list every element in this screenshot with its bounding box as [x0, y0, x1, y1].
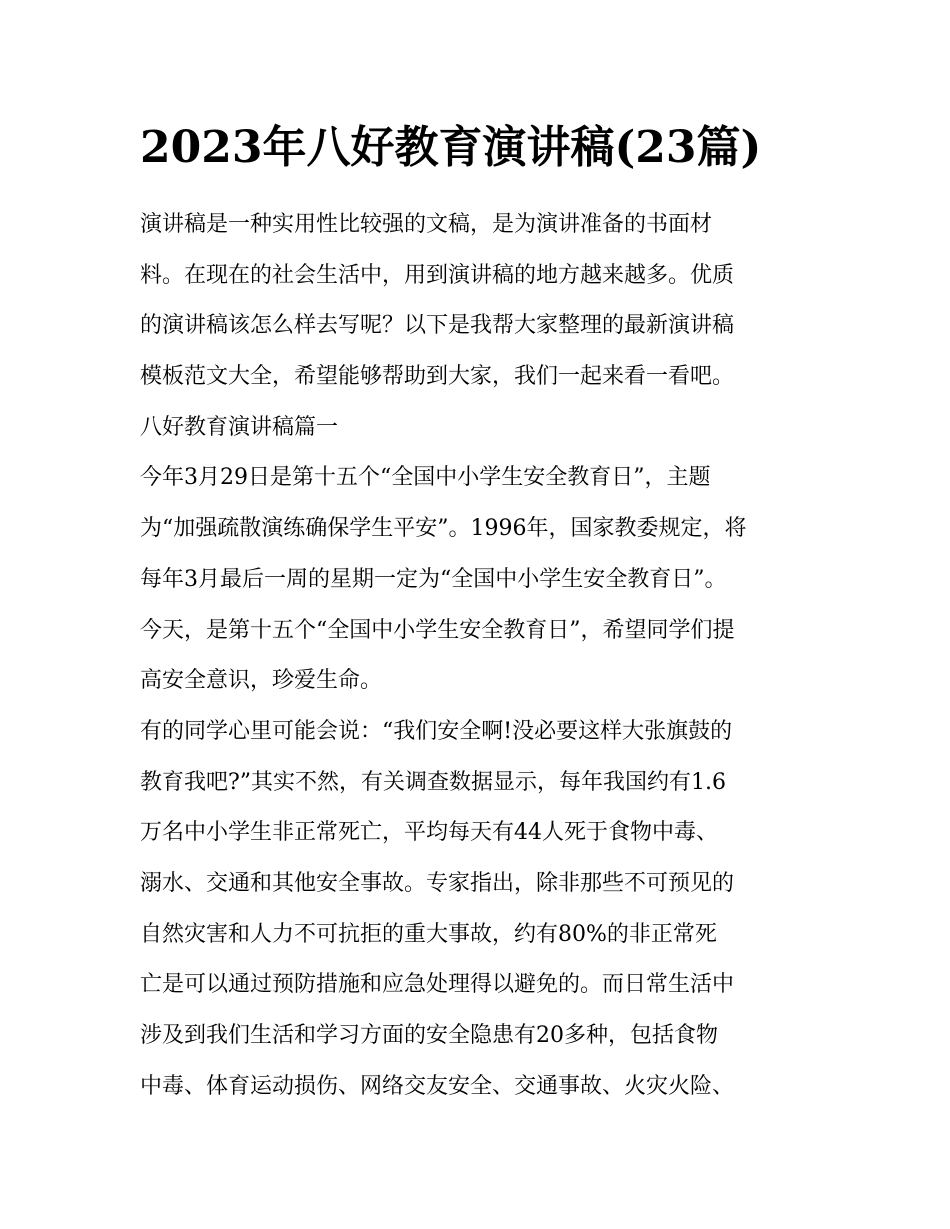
body-line: 料。在现在的社会生活中，用到演讲稿的地方越来越多。优质 — [140, 262, 735, 288]
body-line: 亡是可以通过预防措施和应急处理得以避免的。而日常生活中 — [140, 972, 735, 998]
body-line: 有的同学心里可能会说：“我们安全啊!没必要这样大张旗鼓的 — [140, 718, 733, 744]
body-line: 今年3月29日是第十五个“全国中小学生安全教育日”，主题 — [140, 465, 711, 491]
body-line: 自然灾害和人力不可抗拒的重大事故，约有80%的非正常死 — [140, 921, 717, 947]
body-line: 模板范文大全，希望能够帮助到大家，我们一起来看一看吧。 — [140, 364, 735, 390]
body-line: 溺水、交通和其他安全事故。专家指出，除非那些不可预见的 — [140, 870, 735, 896]
document-title: 2023年八好教育演讲稿(23篇) — [140, 122, 762, 173]
body-line: 的演讲稿该怎么样去写呢？以下是我帮大家整理的最新演讲稿 — [140, 313, 735, 339]
body-line: 为“加强疏散演练确保学生平安”。1996年，国家教委规定，将 — [140, 516, 747, 542]
document-body — [140, 200, 820, 1112]
section-heading: 八好教育演讲稿篇一 — [140, 414, 339, 440]
body-line: 涉及到我们生活和学习方面的安全隐患有20多种，包括食物 — [140, 1023, 718, 1048]
body-line: 今天，是第十五个“全国中小学生安全教育日”，希望同学们提 — [140, 617, 735, 643]
body-line: 中毒、体育运动损伤、网络交友安全、交通事故、火灾火险、 — [140, 1073, 735, 1099]
body-line: 教育我吧?”其实不然，有关调查数据显示，每年我国约有1.6 — [140, 769, 727, 795]
body-line: 万名中小学生非正常死亡，平均每天有44人死于食物中毒、 — [140, 820, 718, 846]
body-line: 演讲稿是一种实用性比较强的文稿，是为演讲准备的书面材 — [140, 212, 713, 237]
body-line: 高安全意识，珍爱生命。 — [140, 668, 383, 694]
body-line: 每年3月最后一周的星期一定为“全国中小学生安全教育日”。 — [140, 566, 727, 592]
